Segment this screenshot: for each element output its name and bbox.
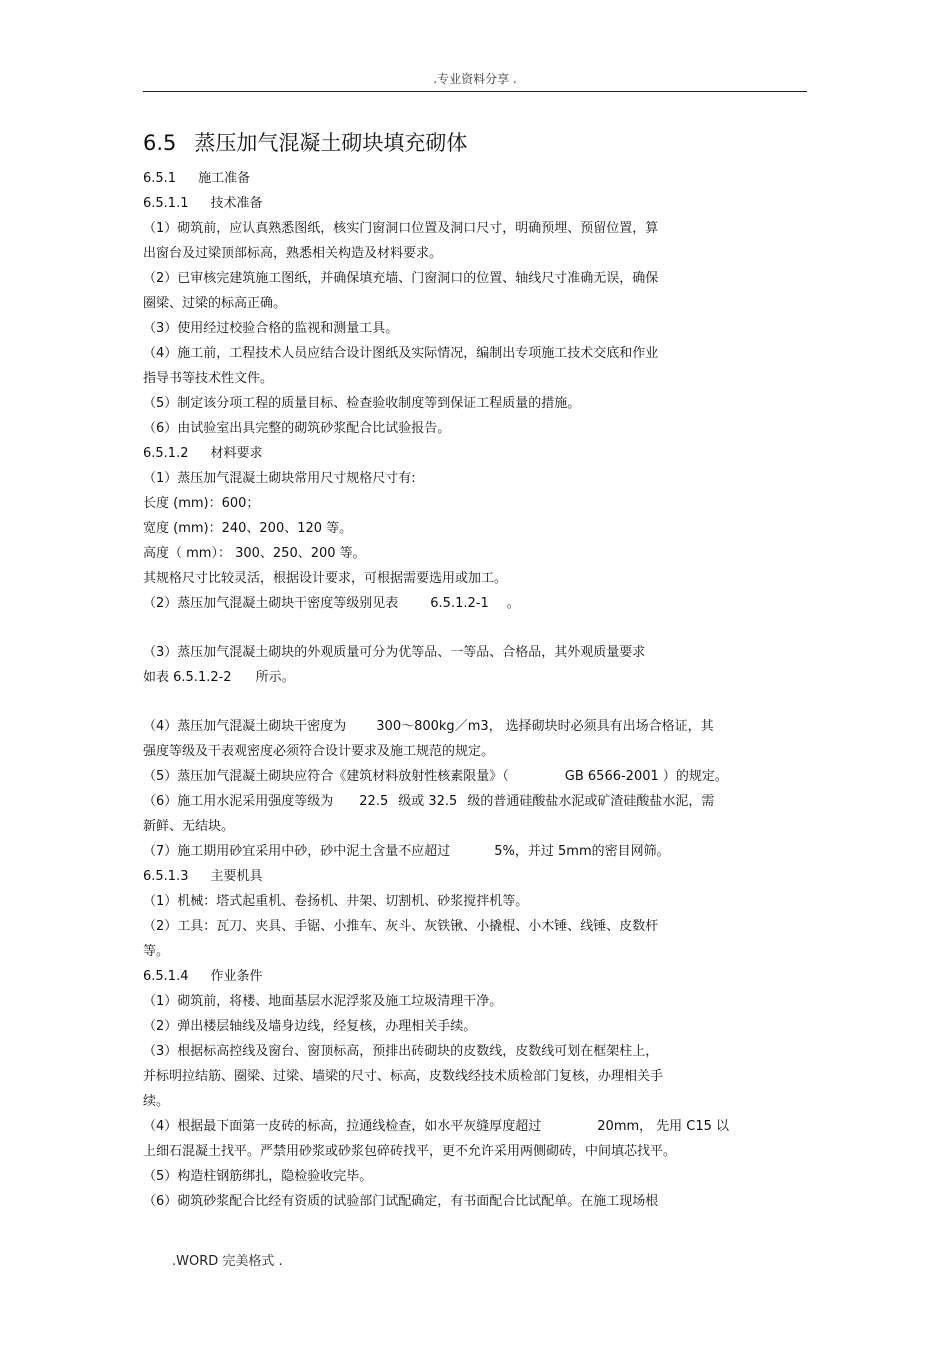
paragraph-line: （2）工具：瓦刀、夹具、手锯、小推车、灰斗、灰铁锹、小撬棍、小木锤、线锤、皮数杆 (143, 919, 659, 934)
subsection-heading: 6.5.1.4 作业条件 (143, 969, 263, 984)
paragraph-line: （1）机械：塔式起重机、卷扬机、井架、切割机、砂浆搅拌机等。 (143, 894, 529, 909)
paragraph-line: （6）由试验室出具完整的砌筑砂浆配合比试验报告。 (143, 421, 451, 436)
page-footer: .WORD 完美格式 . (172, 1254, 283, 1269)
paragraph-line: 如表 6.5.1.2-2 所示。 (143, 670, 295, 685)
section-title (143, 127, 467, 157)
paragraph-line: 宽度 (mm)：240、200、120 等。 (143, 521, 353, 536)
subsection-heading: 6.5.1.2 材料要求 (143, 446, 263, 461)
header-divider (143, 91, 807, 92)
paragraph-line: （1）砌筑前，将楼、地面基层水泥浮浆及施工垃圾清理干净。 (143, 994, 503, 1009)
paragraph-line: （3）蒸压加气混凝土砌块的外观质量可分为优等品、一等品、合格品，其外观质量要求 (143, 645, 646, 660)
paragraph-line: 其规格尺寸比较灵活，根据设计要求，可根据需要选用或加工。 (143, 571, 508, 586)
paragraph-line: 出窗台及过梁顶部标高，熟悉相关构造及材料要求。 (143, 246, 443, 261)
paragraph-line: （3）根据标高控线及窗台、窗顶标高，预排出砖砌块的皮数线，皮数线可划在框架柱上， (143, 1044, 659, 1059)
paragraph-line: （4）根据最下面第一皮砖的标高，拉通线检查，如水平灰缝厚度超过 20mm， 先用 C15 以 (143, 1119, 730, 1134)
paragraph-line: （4）施工前，工程技术人员应结合设计图纸及实际情况，编制出专项施工技术交底和作业 (143, 346, 659, 361)
subsection-heading: 6.5.1 施工准备 (143, 171, 251, 186)
paragraph-line: 强度等级及干表观密度必须符合设计要求及施工规范的规定。 (143, 744, 495, 759)
paragraph-line: （6）施工用水泥采用强度等级为 22.5 级或 32.5 级的普通硅酸盐水泥或矿渣硅酸盐水泥，需 (143, 794, 715, 809)
paragraph-line: （4）蒸压加气混凝土砌块干密度为 300～800kg／m3， 选择砌块时必须具有出场合格证，其 (143, 719, 714, 734)
paragraph-line: （6）砌筑砂浆配合比经有资质的试验部门试配确定，有书面配合比试配单。在施工现场根 (143, 1194, 659, 1209)
paragraph-line: 并标明拉结筋、圈梁、过梁、墙梁的尺寸、标高，皮数线经技术质检部门复核，办理相关手 (143, 1069, 664, 1084)
paragraph-line: 圈梁、过梁的标高正确。 (143, 296, 287, 311)
paragraph-line: 指导书等技术性文件。 (143, 371, 274, 386)
paragraph-line: 新鲜、无结块。 (143, 819, 235, 834)
paragraph-line: 高度（ mm）： 300、250、200 等。 (143, 546, 366, 561)
paragraph-line: （3）使用经过校验合格的监视和测量工具。 (143, 321, 399, 336)
subsection-heading: 6.5.1.1 技术准备 (143, 196, 263, 211)
document-body (143, 166, 783, 1214)
paragraph-line: （5）制定该分项工程的质量目标、检查验收制度等到保证工程质量的措施。 (143, 396, 581, 411)
paragraph-line: 上细石混凝土找平。严禁用砂浆或砂浆包碎砖找平，更不允许采用两侧砌砖，中间填芯找平。 (143, 1144, 677, 1159)
paragraph-line: （1）砌筑前，应认真熟悉图纸，核实门窗洞口位置及洞口尺寸，明确预埋、预留位置，算 (143, 221, 659, 236)
page-header: .专业资料分享 . (433, 72, 517, 86)
section-heading: 蒸压加气混凝土砌块填充砌体 (194, 131, 468, 155)
subsection-heading: 6.5.1.3 主要机具 (143, 869, 263, 884)
paragraph-line: 续。 (143, 1094, 170, 1109)
blank-line (143, 616, 783, 640)
paragraph-line: （5）蒸压加气混凝土砌块应符合《建筑材料放射性核素限量》（ GB 6566-2001 ）的规定。 (143, 769, 728, 784)
section-number: 6.5 (143, 131, 177, 155)
paragraph-line: （2）弹出楼层轴线及墙身边线，经复核，办理相关手续。 (143, 1019, 477, 1034)
paragraph-line: 长度 (mm)：600； (143, 496, 260, 511)
paragraph-line: （2）蒸压加气混凝土砌块干密度等级别见表 6.5.1.2-1 。 (143, 596, 520, 611)
paragraph-line: （5）构造柱钢筋绑扎，隐检验收完毕。 (143, 1169, 373, 1184)
paragraph-line: （2）已审核完建筑施工图纸，并确保填充墙、门窗洞口的位置、轴线尺寸准确无误，确保 (143, 271, 659, 286)
paragraph-line: （7）施工期用砂宜采用中砂，砂中泥土含量不应超过 5%，并过 5mm的密目网筛。 (143, 844, 670, 859)
blank-line (143, 690, 783, 714)
paragraph-line: （1）蒸压加气混凝土砌块常用尺寸规格尺寸有: (143, 471, 416, 486)
paragraph-line: 等。 (143, 944, 170, 959)
